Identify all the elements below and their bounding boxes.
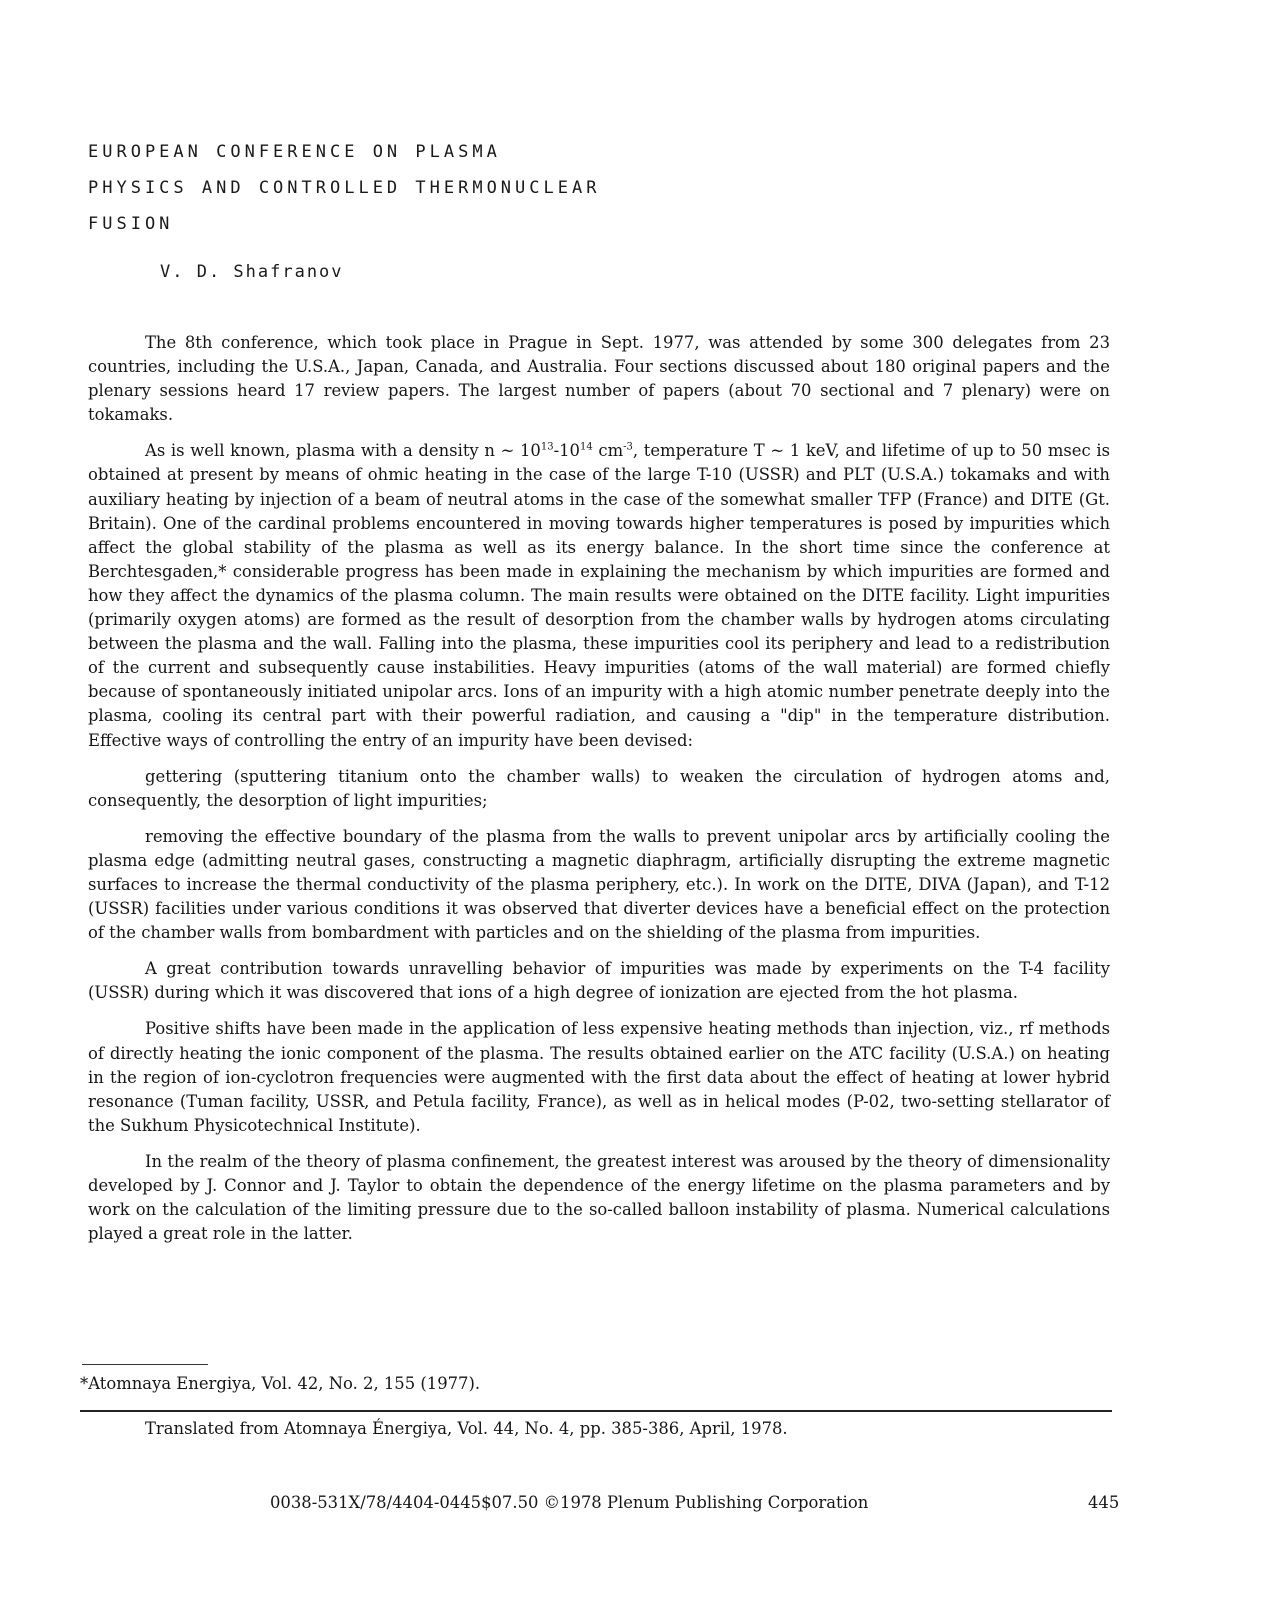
publisher-imprint: 0038-531X/78/4404-0445$07.50 ©1978 Plenum Publishing Corporation bbox=[270, 1493, 869, 1512]
footnote: *Atomnaya Energiya, Vol. 42, No. 2, 155 (1977). bbox=[80, 1374, 481, 1393]
paragraph-2-mid-1: -10 bbox=[553, 441, 580, 461]
author-name: V. D. Shafranov bbox=[160, 262, 344, 282]
paragraph-1: The 8th conference, which took place in Prague in Sept. 1977, was attended by some 300 delegates from 23 countries, including the U.S.A., Japan, Canada, and Australia. Four sections discussed about 180 original papers and the plenary sessions heard 17 review papers. The largest number of papers (about 70 sectional and 7 plenary) were on tokamaks. bbox=[88, 333, 1110, 425]
title-line-3: FUSION bbox=[88, 214, 174, 234]
page-divider bbox=[80, 1410, 1112, 1412]
paragraph-2 bbox=[88, 439, 1110, 752]
translation-source: Translated from Atomnaya Énergiya, Vol. 44, No. 4, pp. 385-386, April, 1978. bbox=[145, 1419, 788, 1438]
paragraph-6: Positive shifts have been made in the application of less expensive heating methods than injection, viz., rf methods of directly heating the ionic component of the plasma. The results obtained earlier on the ATC facility (U.S.A.) on heating in the region of ion-cyclotron frequencies were augmented with the first data about the effect of heating at lower hybrid resonance (Tuman facility, USSR, and Petula facility, France), as well as in helical modes (P-02, two-setting stellarator of the Sukhum Physicotechnical Institute). bbox=[88, 1019, 1110, 1135]
paragraph-3: gettering (sputtering titanium onto the chamber walls) to weaken the circulation of hydrogen atoms and, consequently, the desorption of light impurities; bbox=[88, 766, 1110, 810]
paragraph-2-rest: , temperature T ~ 1 keV, and lifetime of up to 50 msec is obtained at present by means of ohmic heating in the case of the large T-10 (USSR) and PLT (U.S.A.) tokamaks and with auxiliary heating by injection of a beam of neutral atoms in the case of the somewhat smaller TFP (France) and DITE (Gt. Britain). One of the cardinal problems encountered in moving towards higher temperatures is posed by impurities which affect the global stability of the plasma as well as its energy balance. In the short time since the conference at Berchtesgaden,* considerable progress has been made in explaining the mechanism by which impurities are formed and how they affect the dynamics of the plasma column. The main results were obtained on the DITE facility. Light impurities (primarily oxygen atoms) are formed as the result of desorption from the chamber walls by hydrogen atoms circulating between the plasma and the wall. Falling into the plasma, these impurities cool its periphery and lead to a redistribution of the current and subsequently cause instabilities. Heavy impurities (atoms of the wall material) are formed chiefly because of spontaneously initiated unipolar arcs. Ions of an impurity with a high atomic number penetrate deeply into the plasma, cooling its central part with their powerful radiation, and causing a "dip" in the temperature distribution. Effective ways of controlling the entry of an impurity have been devised: bbox=[88, 441, 1111, 750]
page-number: 445 bbox=[1088, 1493, 1120, 1512]
article-title bbox=[88, 141, 600, 249]
paragraph-5: A great contribution towards unravelling behavior of impurities was made by experiments on the T-4 facility (USSR) during which it was discovered that ions of a high degree of ionization are ejected from the hot plasma. bbox=[88, 959, 1110, 1003]
footnote-divider bbox=[82, 1364, 208, 1365]
paragraph-7: In the realm of the theory of plasma confinement, the greatest interest was aroused by the theory of dimensionality developed by J. Connor and J. Taylor to obtain the dependence of the energy lifetime on the plasma parameters and by work on the calculation of the limiting pressure due to the so-called balloon instability of plasma. Numerical calculations played a great role in the latter. bbox=[88, 1151, 1110, 1244]
title-line-1: EUROPEAN CONFERENCE ON PLASMA bbox=[88, 142, 501, 162]
paragraph-2-start: As is well known, plasma with a density n ~ 10 bbox=[145, 441, 541, 461]
article-body bbox=[88, 331, 1110, 1246]
density-exponent-2: 14 bbox=[579, 441, 593, 453]
unit-exponent: -3 bbox=[623, 441, 633, 453]
paragraph-4: removing the effective boundary of the plasma from the walls to prevent unipolar arcs by artificially cooling the plasma edge (admitting neutral gases, constructing a magnetic diaphragm, artificially disrupting the extreme magnetic surfaces to increase the thermal conductivity of the plasma periphery, etc.). In work on the DITE, DIVA (Japan), and T-12 (USSR) facilities under various conditions it was observed that diverter devices have a beneficial effect on the protection of the chamber walls from bombardment with particles and on the shielding of the plasma from impurities. bbox=[88, 826, 1110, 943]
density-exponent-1: 13 bbox=[540, 441, 554, 453]
paragraph-2-mid-2: cm bbox=[592, 441, 624, 461]
title-line-2: PHYSICS AND CONTROLLED THERMONUCLEAR bbox=[88, 178, 601, 198]
